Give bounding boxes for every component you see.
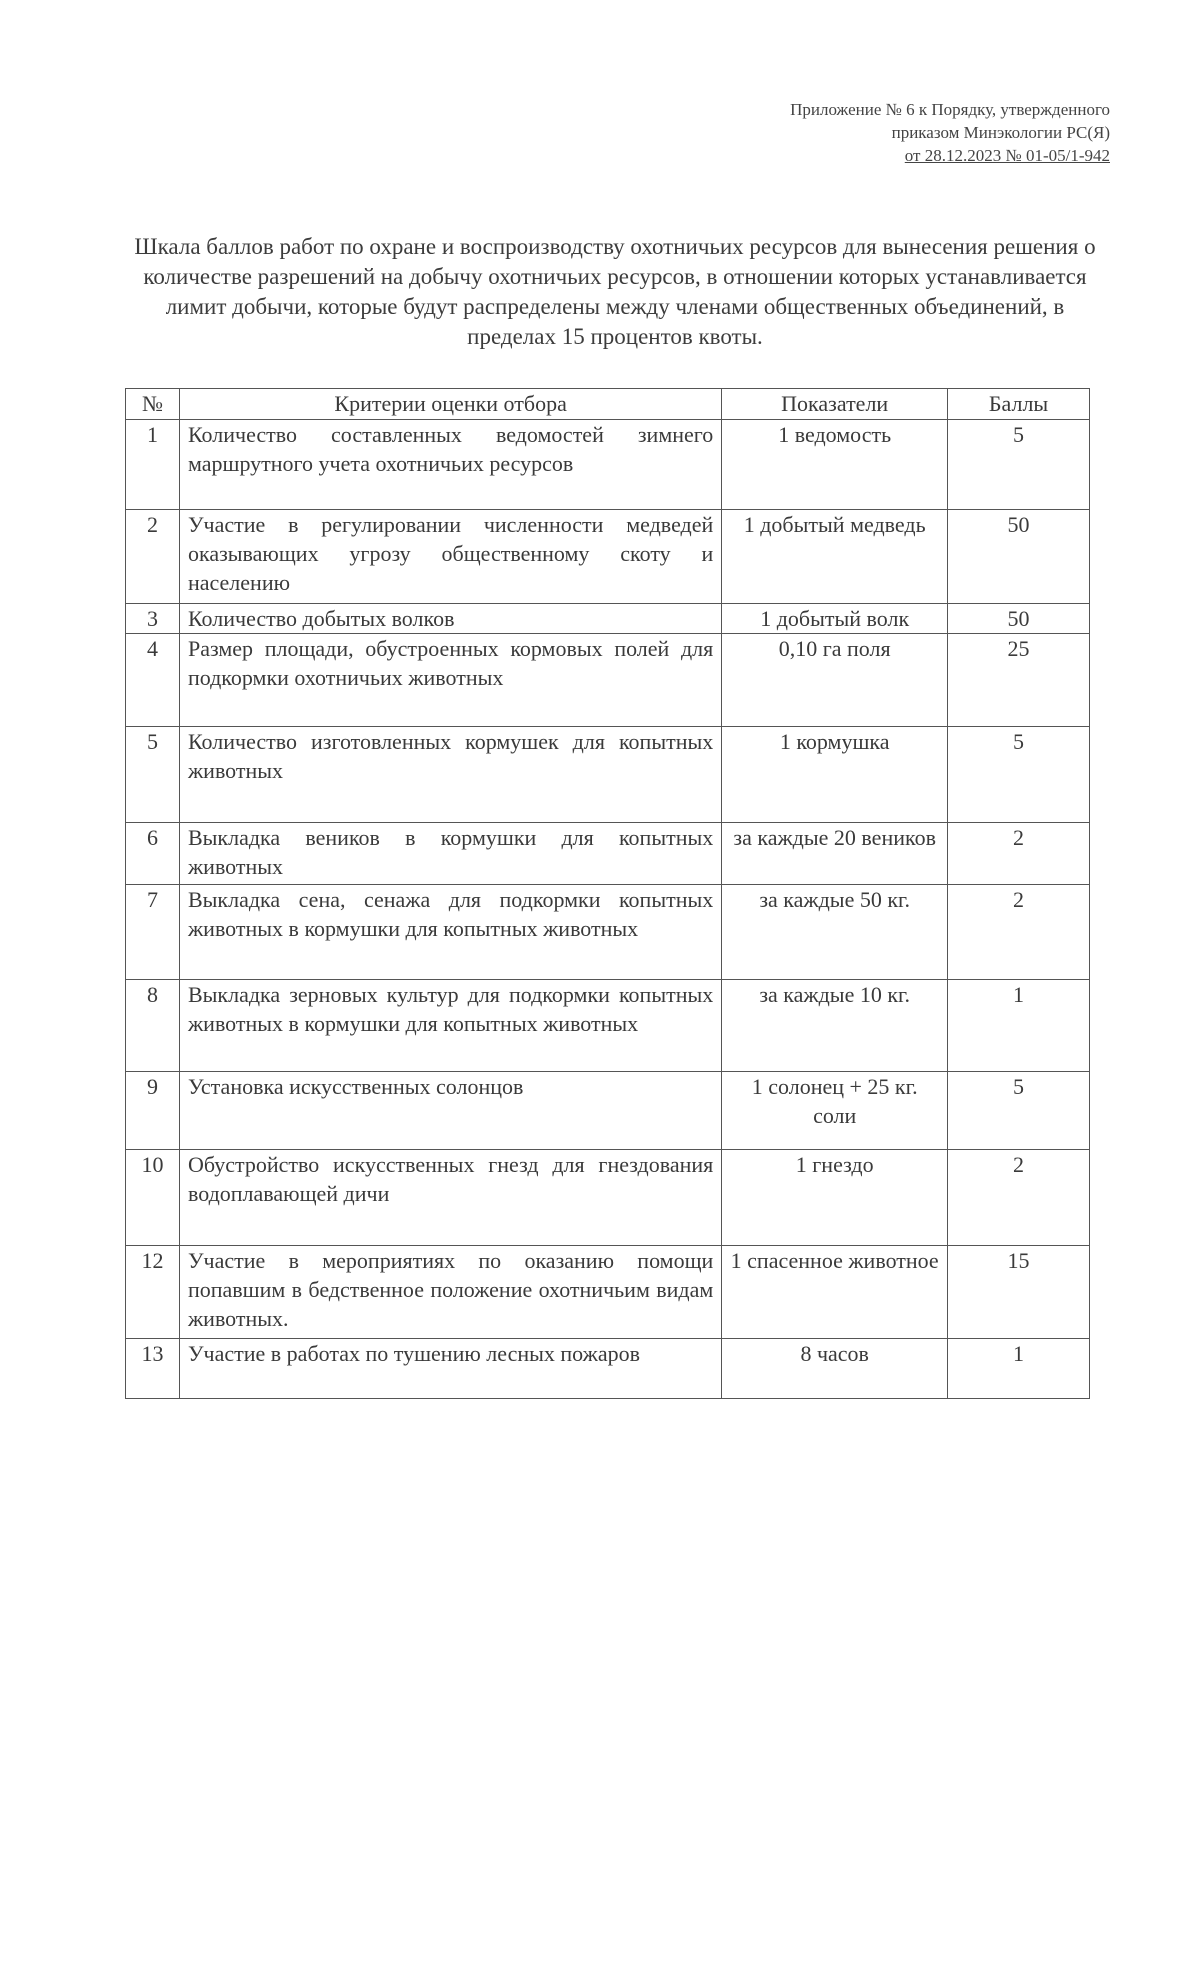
row-points: 50 <box>948 604 1090 634</box>
row-points: 5 <box>948 727 1090 823</box>
row-criteria: Выкладка веников в кормушки для копытных животных <box>179 823 721 885</box>
row-criteria: Участие в регулировании численности медведей оказывающих угрозу общественному скоту и населению <box>179 510 721 604</box>
row-indicator: 1 гнездо <box>722 1150 948 1246</box>
header-points: Баллы <box>948 389 1090 420</box>
row-number: 12 <box>126 1246 180 1339</box>
table-row <box>126 727 1090 823</box>
row-number: 9 <box>126 1072 180 1150</box>
row-indicator: за каждые 10 кг. <box>722 980 948 1072</box>
header-number: № <box>126 389 180 420</box>
row-number: 4 <box>126 634 180 727</box>
row-criteria: Выкладка зерновых культур для подкормки копытных животных в кормушки для копытных животных <box>179 980 721 1072</box>
table-row <box>126 510 1090 604</box>
table-header-row <box>126 389 1090 420</box>
row-indicator: 8 часов <box>722 1339 948 1399</box>
header-criteria: Критерии оценки отбора <box>179 389 721 420</box>
row-number: 3 <box>126 604 180 634</box>
row-indicator: 1 спасенное животное <box>722 1246 948 1339</box>
row-criteria: Размер площади, обустроенных кормовых полей для подкормки охотничьих животных <box>179 634 721 727</box>
row-points: 25 <box>948 634 1090 727</box>
header-indicator: Показатели <box>722 389 948 420</box>
row-number: 13 <box>126 1339 180 1399</box>
row-criteria: Количество составленных ведомостей зимнего маршрутного учета охотничьих ресурсов <box>179 420 721 510</box>
row-points: 1 <box>948 980 1090 1072</box>
row-indicator: 0,10 га поля <box>722 634 948 727</box>
row-points: 15 <box>948 1246 1090 1339</box>
row-indicator: 1 кормушка <box>722 727 948 823</box>
table-row <box>126 1150 1090 1246</box>
row-number: 10 <box>126 1150 180 1246</box>
table-row <box>126 604 1090 634</box>
row-criteria: Количество изготовленных кормушек для копытных животных <box>179 727 721 823</box>
row-points: 5 <box>948 1072 1090 1150</box>
appendix-line-2: приказом Минэкологии РС(Я) <box>891 123 1110 142</box>
row-number: 6 <box>126 823 180 885</box>
row-indicator: 1 ведомость <box>722 420 948 510</box>
table-row <box>126 1246 1090 1339</box>
row-points: 50 <box>948 510 1090 604</box>
appendix-line-1: Приложение № 6 к Порядку, утвержденного <box>790 100 1110 119</box>
scores-table <box>125 388 1090 1399</box>
row-criteria: Установка искусственных солонцов <box>179 1072 721 1150</box>
table-row <box>126 885 1090 980</box>
row-indicator: за каждые 50 кг. <box>722 885 948 980</box>
table-row <box>126 634 1090 727</box>
row-number: 1 <box>126 420 180 510</box>
row-points: 5 <box>948 420 1090 510</box>
table-row <box>126 1072 1090 1150</box>
row-indicator: за каждые 20 веников <box>722 823 948 885</box>
row-number: 8 <box>126 980 180 1072</box>
document-title: Шкала баллов работ по охране и воспроизводству охотничьих ресурсов для вынесения решения о количестве разрешений на добычу охотничьих ресурсов, в отношении которых устанавливается лимит добычи, которые будут распределены между членами общественных объединений, в пределах 15 процентов квоты. <box>134 234 1096 349</box>
row-points: 1 <box>948 1339 1090 1399</box>
row-criteria: Участие в мероприятиях по оказанию помощи попавшим в бедственное положение охотничьим видам животных. <box>179 1246 721 1339</box>
appendix-reference <box>550 98 1110 167</box>
row-number: 2 <box>126 510 180 604</box>
row-criteria: Выкладка сена, сенажа для подкормки копытных животных в кормушки для копытных животных <box>179 885 721 980</box>
row-number: 7 <box>126 885 180 980</box>
appendix-line-3: от 28.12.2023 № 01-05/1-942 <box>904 146 1110 165</box>
row-indicator: 1 добытый медведь <box>722 510 948 604</box>
row-points: 2 <box>948 885 1090 980</box>
row-criteria: Участие в работах по тушению лесных пожаров <box>179 1339 721 1399</box>
table-row <box>126 1339 1090 1399</box>
table-row <box>126 420 1090 510</box>
row-criteria: Обустройство искусственных гнезд для гнездования водоплавающей дичи <box>179 1150 721 1246</box>
row-criteria: Количество добытых волков <box>179 604 721 634</box>
row-points: 2 <box>948 823 1090 885</box>
table-row <box>126 823 1090 885</box>
row-points: 2 <box>948 1150 1090 1246</box>
row-indicator: 1 добытый волк <box>722 604 948 634</box>
row-indicator: 1 солонец + 25 кг. соли <box>722 1072 948 1150</box>
row-number: 5 <box>126 727 180 823</box>
table-row <box>126 980 1090 1072</box>
